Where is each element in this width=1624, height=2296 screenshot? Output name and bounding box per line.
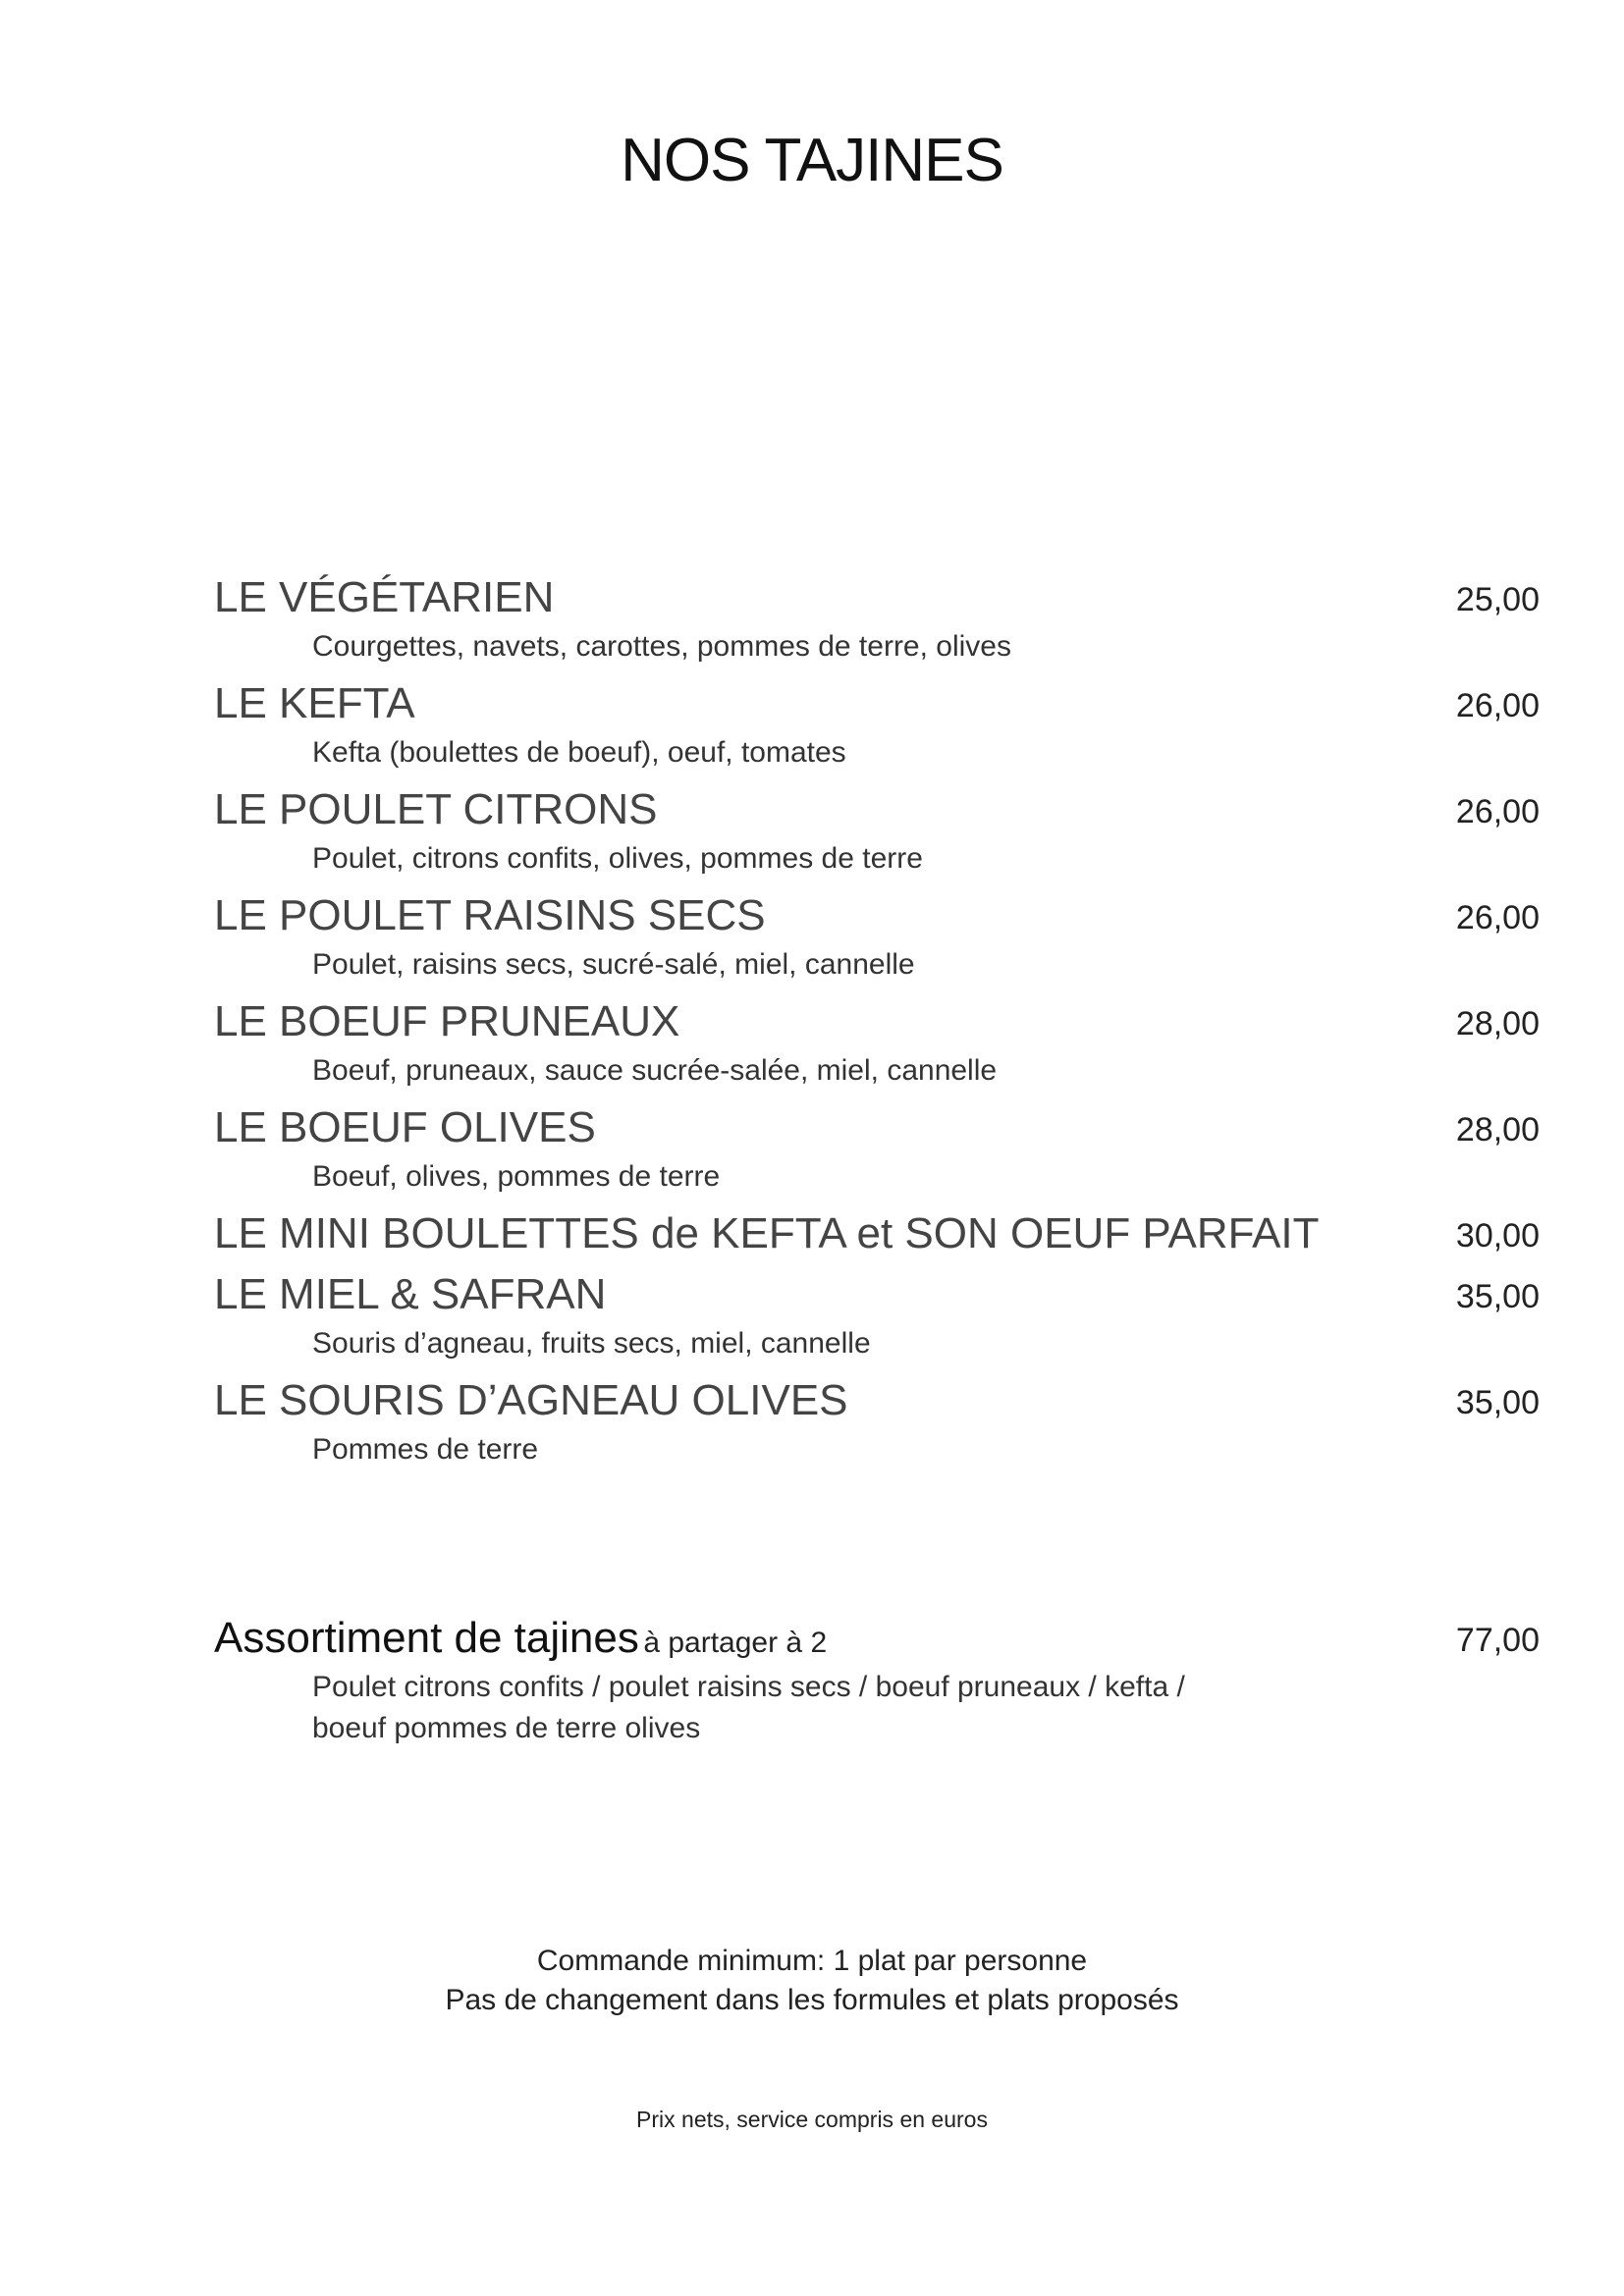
menu-item-description: Boeuf, olives, pommes de terre: [312, 1160, 721, 1193]
menu-item-name: LE SOURIS D’AGNEAU OLIVES: [214, 1376, 848, 1424]
assortment-name: Assortiment de tajines: [214, 1614, 639, 1662]
menu-item-name: LE MINI BOULETTES de KEFTA et SON OEUF PARFAIT: [214, 1209, 1320, 1257]
assortment-header: [214, 1610, 1540, 1667]
menu-item-price: 28,00: [1455, 1111, 1540, 1148]
menu-item: [214, 569, 1540, 675]
menu-item-name: LE VÉGÉTARIEN: [214, 573, 555, 621]
menu-item-header: [214, 675, 1540, 732]
menu-item: [214, 675, 1540, 781]
menu-item-header: [214, 781, 1540, 838]
menu-item-description: Kefta (boulettes de boeuf), oeuf, tomates: [312, 736, 846, 769]
menu-item-price: 30,00: [1455, 1217, 1540, 1255]
menu-item: [214, 887, 1540, 993]
order-notes: [0, 1942, 1624, 2020]
menu-item-price: 26,00: [1455, 793, 1540, 830]
menu-item-header: [214, 1266, 1540, 1323]
page-title: NOS TAJINES: [621, 127, 1003, 194]
menu-item-price: 35,00: [1455, 1278, 1540, 1315]
assortment-subtitle: à partager à 2: [643, 1627, 828, 1659]
tajine-menu-list: [214, 569, 1540, 1478]
menu-item-description: Courgettes, navets, carottes, pommes de terre, olives: [312, 630, 1011, 663]
menu-item: [214, 1266, 1540, 1372]
menu-item-description: Souris d’agneau, fruits secs, miel, cannelle: [312, 1327, 871, 1360]
menu-item-name: LE BOEUF OLIVES: [214, 1103, 596, 1151]
menu-item-description: Poulet, citrons confits, olives, pommes de terre: [312, 842, 923, 875]
price-note: Prix nets, service compris en euros: [636, 2107, 988, 2132]
menu-item-header: [214, 993, 1540, 1050]
menu-item-price: 26,00: [1455, 687, 1540, 724]
no-changes-note: Pas de changement dans les formules et plats proposés: [445, 1984, 1179, 2016]
menu-item: [214, 1099, 1540, 1205]
menu-item-header: [214, 1372, 1540, 1429]
menu-item-description: Poulet, raisins secs, sucré-salé, miel, cannelle: [312, 948, 915, 981]
assortment-description-line2: boeuf pommes de terre olives: [312, 1712, 701, 1744]
menu-item-name: LE KEFTA: [214, 679, 415, 727]
menu-item-price: 28,00: [1455, 1005, 1540, 1042]
minimum-order-note: Commande minimum: 1 plat par personne: [536, 1945, 1088, 1977]
menu-item-price: 26,00: [1455, 899, 1540, 936]
assortment-description-line1: Poulet citrons confits / poulet raisins secs / boeuf pruneaux / kefta /: [312, 1671, 1185, 1703]
menu-item-header: [214, 1099, 1540, 1156]
menu-item-description: Pommes de terre: [312, 1433, 539, 1466]
menu-item: [214, 1205, 1540, 1266]
menu-item-name: LE POULET RAISINS SECS: [214, 891, 766, 939]
menu-item: [214, 993, 1540, 1099]
menu-item-name: LE POULET CITRONS: [214, 785, 658, 833]
menu-item: [214, 781, 1540, 887]
menu-item: [214, 1372, 1540, 1478]
menu-item-description: Boeuf, pruneaux, sauce sucrée-salée, miel, cannelle: [312, 1054, 998, 1087]
menu-item-name: LE BOEUF PRUNEAUX: [214, 997, 680, 1045]
assortment-price: 77,00: [1455, 1622, 1540, 1659]
menu-item-name: LE MIEL & SAFRAN: [214, 1270, 607, 1318]
menu-item-price: 35,00: [1455, 1384, 1540, 1421]
assortment-item: [214, 1610, 1540, 1749]
menu-item-header: [214, 887, 1540, 944]
menu-item-header: [214, 569, 1540, 626]
menu-item-price: 25,00: [1455, 581, 1540, 618]
menu-item-header: [214, 1205, 1540, 1266]
